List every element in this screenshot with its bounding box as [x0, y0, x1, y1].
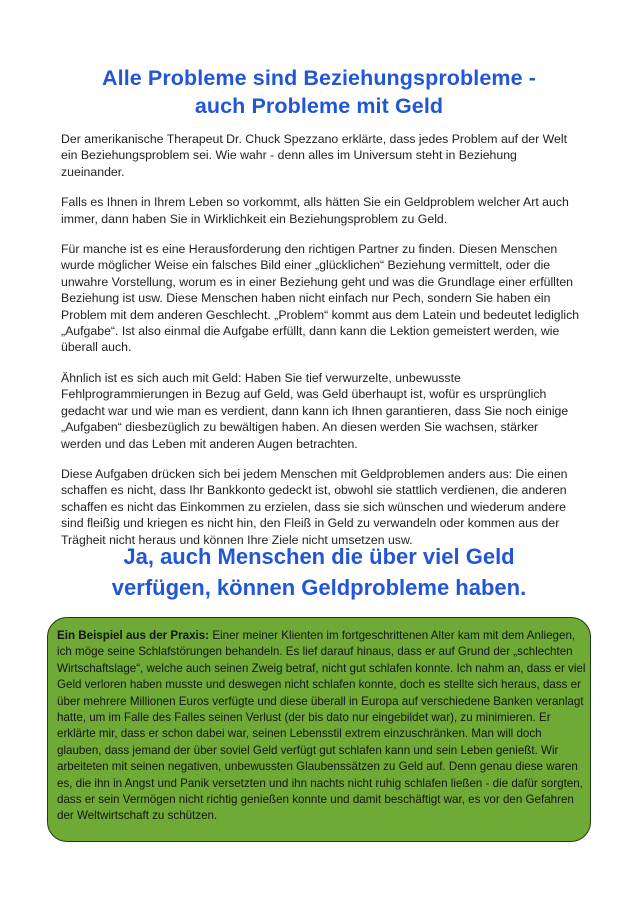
- title-line-2: auch Probleme mit Geld: [194, 94, 444, 118]
- paragraph: Falls es Ihnen in Ihrem Leben so vorkommt, alls hätten Sie ein Geldproblem welcher Art auch immer, dann haben Sie in Wirklichkeit ein Beziehungsproblem zu Geld.: [61, 195, 569, 226]
- practice-example-body: Einer meiner Klienten im fortgeschrittenen Alter kam mit dem Anliegen, ich möge seine Schlafstörungen behandeln. Es lief darauf hinaus, dass er auf Grund der „schlechten Wirtschaftslage“, welche auch seinen Zweig betraf, nicht gut schlafen konnte. Ich nahm an, dass er viel Geld verloren haben musste und deswegen nicht schlafen konnte, doch es stellte sich heraus, dass er über mehrere Millionen Euros verfügte und diese überall in Europa auf verschiedene Banken veranlagt hatte, um im Falle des Falles seinen Verlust (der bis dato nur eingebildet war), zu minimieren. Er erklärte mir, dass er schon dabei war, seinen Lebensstil extrem einzuschränken. Man will doch glauben, dass jemand der über soviel Geld verfügt gut schlafen kann und sein Leben genießt. Wir arbeiteten mit seinen negativen, unbewussten Glaubenssätzen zu Geld auf. Denn genau diese waren es, die ihn in Angst und Panik versetzten und ihn nachts nicht ruhig schlafen ließen - die dafür sorgten, dass er sein Vermögen nicht richtig genießen konnte und damit beschäftigt war, es vor den Gefahren der Weltwirtschaft zu schützen.: [57, 629, 586, 823]
- section-heading-line-1: Ja, auch Menschen die über viel Geld: [123, 544, 515, 569]
- section-heading: [40, 541, 598, 603]
- title-line-1: Alle Probleme sind Beziehungsprobleme -: [102, 66, 536, 90]
- paragraph: Ähnlich ist es sich auch mit Geld: Haben Sie tief verwurzelte, unbewusste Fehlprogrammierungen in Bezug auf Geld, was Geld überhaupt ist, wofür es ursprünglich gedacht war und wie man es verdient, dann kann ich Ihnen garantieren, dass Sie noch einige „Aufgaben“ diesbezüglich zu bewältigen haben. An diesen werden Sie wachsen, stärker werden und das Leben mit anderen Augen betrachten.: [61, 370, 569, 451]
- paragraph: Der amerikanische Therapeut Dr. Chuck Spezzano erklärte, dass jedes Problem auf der Welt ein Beziehungsproblem sei. Wie wahr - denn alles im Universum steht in Beziehung zueinander.: [61, 132, 568, 179]
- practice-example-lead: Ein Beispiel aus der Praxis:: [57, 629, 210, 642]
- page-title: [40, 64, 598, 120]
- section-heading-line-2: verfügen, können Geldprobleme haben.: [111, 575, 527, 600]
- practice-example-text: [57, 628, 587, 825]
- article-body: [61, 131, 581, 562]
- paragraph: Für manche ist es eine Herausforderung den richtigen Partner zu finden. Diesen Menschen wurde möglicher Weise ein falsches Bild einer „glücklichen“ Beziehung vermittelt, oder die unwahre Vorstellung, worum es in einer Beziehung geht und was die Grundlage einer erfüllten Beziehung ist usw. Diese Menschen haben nicht einfach nur Pech, sondern Sie haben ein Problem mit dem anderen Geschlecht. „Problem“ kommt aus dem Latein und bedeutet lediglich „Aufgabe“. Ist also einmal die Aufgabe erfüllt, dann kann die Lektion gemeistert werden, wie überall auch.: [61, 242, 580, 355]
- practice-example-box: [47, 617, 591, 842]
- paragraph: Diese Aufgaben drücken sich bei jedem Menschen mit Geldproblemen anders aus: Die einen schaffen es nicht, dass Ihr Bankkonto gedeckt ist, obwohl sie stattlich verdienen, die anderen schaffen es nicht das Einkommen zu erzielen, dass sie sich wünschen und wiederum andere sind fleißig und kriegen es nicht hin, den Fleiß in Geld zu verwandeln oder kommen aus der Trägheit nicht heraus und können Ihre Ziele nicht umsetzen usw.: [61, 466, 568, 547]
